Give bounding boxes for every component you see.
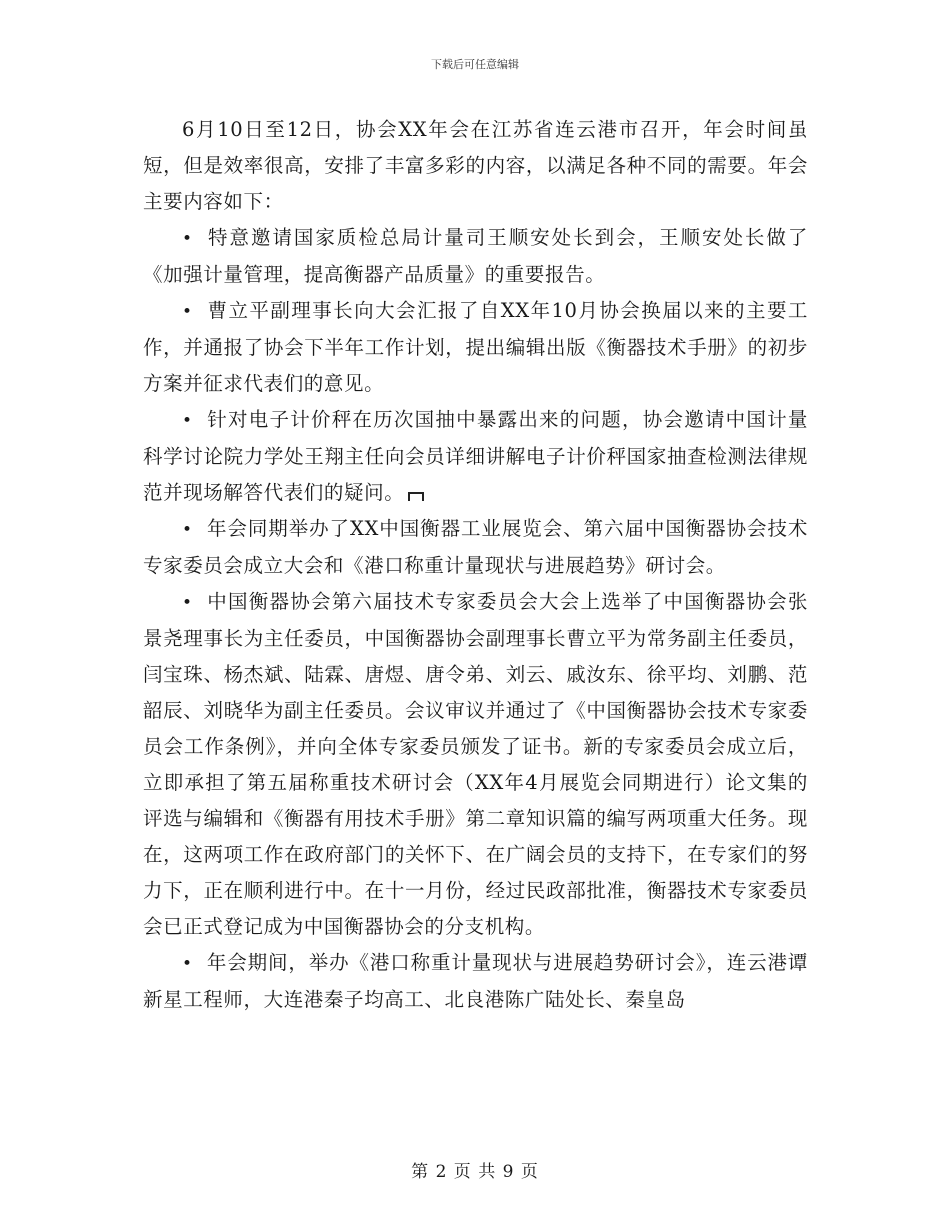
bullet-icon: • <box>182 593 193 613</box>
paragraph-text: 年会期间，举办《港口称重计量现状与进展趋势研讨会》，连云港谭新星工程师，大连港秦子均高工、北良港陈广陆处长、秦皇岛 <box>143 951 808 1011</box>
bullet-icon: • <box>182 229 193 249</box>
bullet-icon: • <box>182 520 193 540</box>
paragraph-bullet <box>143 220 808 293</box>
bullet-icon: • <box>182 411 193 431</box>
paragraph-bullet <box>143 293 808 402</box>
paragraph-text: 曹立平副理事长向大会汇报了自XX年10月协会换届以来的主要工作，并通报了协会下半年工作计划，提出编辑出版《衡器技术手册》的初步方案并征求代表们的意见。 <box>143 299 808 395</box>
page-footer: 第 2 页 共 9 页 <box>411 1162 539 1182</box>
paragraph-text: 6月10日至12日，协会XX年会在江苏省连云港市召开，年会时间虽短，但是效率很高，安排了丰富多彩的内容，以满足各种不同的需要。年会主要内容如下： <box>143 118 808 213</box>
paragraph-text: 针对电子计价秤在历次国抽中暴露出来的问题，协会邀请中国计量科学讨论院力学处王翔主任向会员详细讲解电子计价秤国家抽查检测法律规范并现场解答代表们的疑问。 <box>143 408 808 504</box>
paragraph-text: 特意邀请国家质检总局计量司王顺安处长到会，王顺安处长做了《加强计量管理，提高衡器产品质量》的重要报告。 <box>143 226 808 286</box>
paragraph-intro <box>143 112 808 220</box>
paragraph-text: 年会同期举办了XX中国衡器工业展览会、第六届中国衡器协会技术专家委员会成立大会和《港口称重计量现状与进展趋势》研讨会。 <box>143 517 808 577</box>
paragraph-text: 中国衡器协会第六届技术专家委员会大会上选举了中国衡器协会张景尧理事长为主任委员，中国衡器协会副理事长曹立平为常务副主任委员，闫宝珠、杨杰斌、陆霖、唐煜、唐令弟、刘云、戚汝东、徐平均、刘鹏、范韶辰、刘晓华为副主任委员。会议审议并通过了《中国衡器协会技术专家委员会工作条例》，并向全体专家委员颁发了证书。新的专家委员会成立后，立即承担了第五届称重技术研讨会（XX年4月展览会同期进行）论文集的评选与编辑和《衡器有用技术手册》第二章知识篇的编写两项重大任务。现在，这两项工作在政府部门的关怀下、在广阔会员的支持下，在专家们的努力下，正在顺利进行中。在十一月份，经过民政部批准，衡器技术专家委员会已正式登记成为中国衡器协会的分支机构。 <box>143 590 808 938</box>
paragraph-bullet <box>143 584 808 945</box>
bullet-icon: • <box>182 302 193 322</box>
bullet-icon: • <box>182 954 193 974</box>
document-body <box>143 112 808 1018</box>
paragraph-bullet <box>143 945 808 1018</box>
paragraph-bullet <box>143 511 808 584</box>
paragraph-bullet <box>143 402 808 511</box>
page-header: 下载后可任意编辑 <box>431 58 519 71</box>
paragraph-mark-icon <box>408 492 424 501</box>
